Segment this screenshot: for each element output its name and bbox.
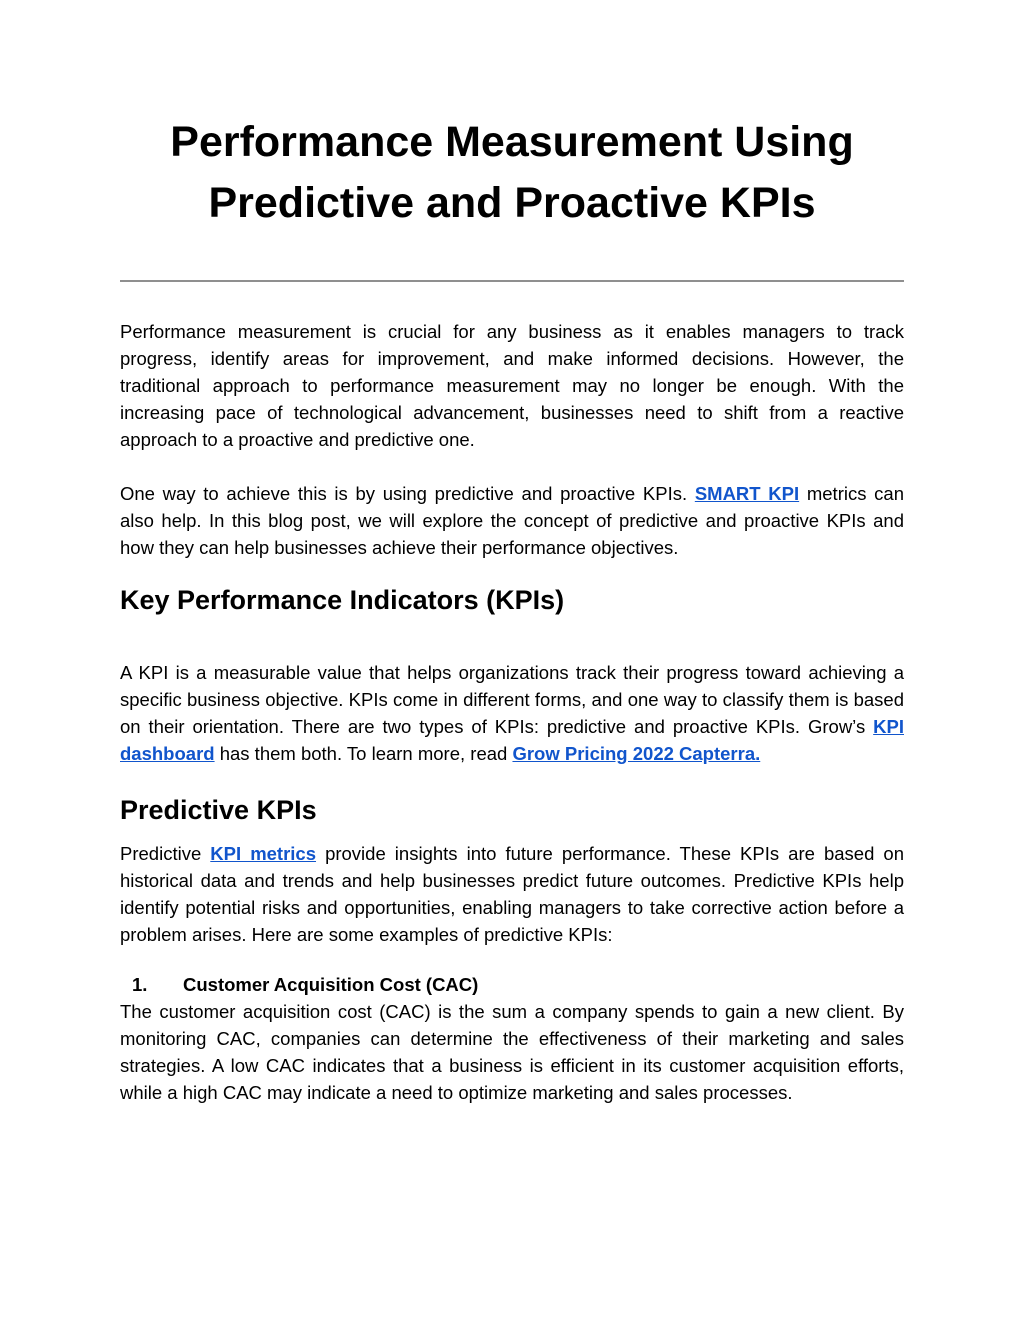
kpi-metrics-link[interactable]: KPI metrics — [210, 843, 317, 864]
document-title: Performance Measurement Using Predictive and Proactive KPIs — [170, 118, 854, 227]
kpi-dashboard-link[interactable]: KPI dashboard — [120, 716, 904, 764]
intro-p2-text: One way to achieve this is by using predictive and proactive KPIs. — [120, 483, 695, 504]
grow-pricing-capterra-link[interactable]: Grow Pricing 2022 Capterra. — [512, 743, 761, 764]
section-heading-kpis: Key Performance Indicators (KPIs) — [120, 585, 565, 615]
predictive-paragraph-text: Predictive — [120, 843, 211, 864]
intro-paragraph-1: Performance measurement is crucial for any business as it enables managers to track progress, identify areas for improvement, and make informed decisions. However, the traditional approach to performance measurement may no longer be enough. With the increasing pace of technological advancement, businesses need to shift from a reactive approach to a proactive and predictive one. — [120, 321, 904, 450]
intro-p2-text-cont: metrics can also help. In this blog post, we will explore the concept of predictive and proactive KPIs and how they can help businesses achieve their performance objectives. — [120, 483, 904, 558]
predictive-paragraph-text-cont: provide insights into future performance. These KPIs are based on historical data and trends and help businesses predict future outcomes. Predictive KPIs help identify potential risks and opportunities, enabling managers to take corrective action before a problem arises. Here are some examples of predictive KPIs: — [120, 843, 904, 945]
list-item-label: Customer Acquisition Cost (CAC) — [183, 974, 479, 995]
list-item-number: 1. — [132, 974, 148, 995]
section-heading-predictive-kpis: Predictive KPIs — [120, 795, 317, 825]
title-divider — [120, 280, 904, 282]
smart-kpi-link[interactable]: SMART KPI — [694, 483, 800, 504]
predictive-kpis-paragraph — [120, 840, 904, 948]
kpi-section-paragraph — [120, 659, 904, 767]
kpi-paragraph-text: A KPI is a measurable value that helps organizations track their progress toward achieving a specific business objective. KPIs come in different forms, and one way to classify them is based on their orientation. There are two types of KPIs: predictive and proactive KPIs. Grow’s — [120, 662, 904, 737]
kpi-paragraph-text-cont: has them both. To learn more, read — [214, 743, 513, 764]
list-item-cac — [120, 971, 904, 998]
cac-description-paragraph: The customer acquisition cost (CAC) is the sum a company spends to gain a new client. By monitoring CAC, companies can determine the effectiveness of their marketing and sales strategies. A low CAC indicates that a business is efficient in its customer acquisition efforts, while a high CAC may indicate a need to optimize marketing and sales processes. — [120, 1001, 904, 1103]
intro-paragraph-2 — [120, 480, 904, 561]
